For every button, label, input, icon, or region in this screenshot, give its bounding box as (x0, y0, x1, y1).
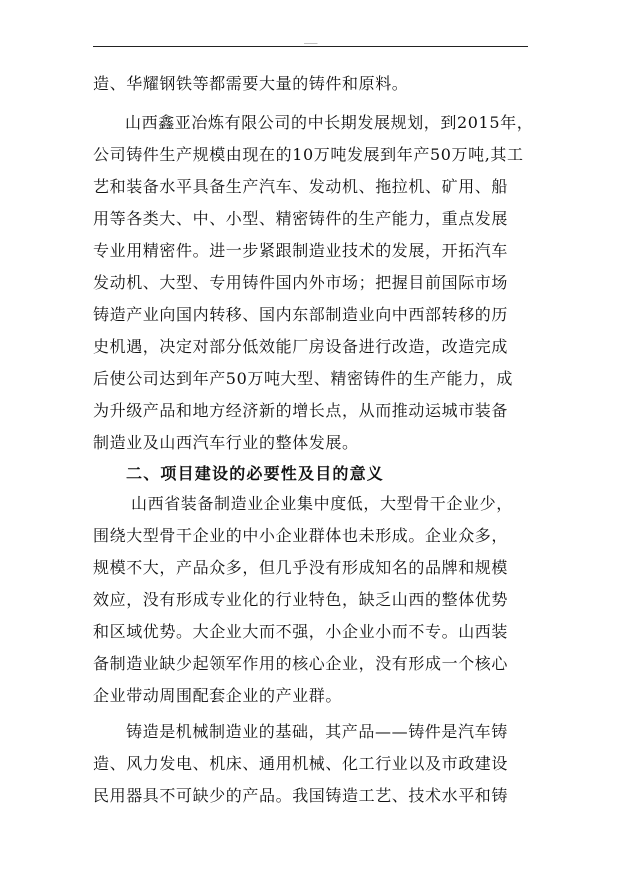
text-line: 发动机、大型、专用铸件国内外市场；把握目前国际市场 (93, 273, 509, 292)
text-line: 为升级产品和地方经济新的增长点，从而推动运城市装备 (93, 401, 509, 420)
text-line: 效应，没有形成专业化的行业特色，缺乏山西的整体优势 (93, 590, 509, 609)
text-line: 公司铸件生产规模由现在的10万吨发展到年产50万吨,其工 (93, 145, 524, 164)
text-line: 用等各类大、中、小型、精密铸件的生产能力，重点发展 (93, 209, 509, 228)
text-line: 规模不大，产品众多，但几乎没有形成知名的品牌和规模 (93, 558, 509, 577)
text-line: 备制造业缺少起领军作用的核心企业，没有形成一个核心 (93, 654, 509, 673)
text-line: 制造业及山西汽车行业的整体发展。 (93, 433, 359, 452)
text-line: 企业带动周围配套企业的产业群。 (93, 686, 343, 705)
text-line: 铸造产业向国内转移、国内东部制造业向中西部转移的历 (93, 305, 509, 324)
text-line: 围绕大型骨干企业的中小企业群体也未形成。企业众多， (93, 526, 509, 545)
text-line: 造、风力发电、机床、通用机械、化工行业以及市政建设 (93, 754, 509, 773)
text-line: 专业用精密件。进一步紧跟制造业技术的发展，开拓汽车 (93, 241, 509, 260)
text-line: 造、华耀钢铁等都需要大量的铸件和原料。 (93, 74, 409, 93)
text-line: 山西省装备制造业企业集中度低，大型骨干企业少， (131, 494, 513, 513)
text-line: 后使公司达到年产50万吨大型、精密铸件的生产能力，成 (93, 369, 513, 388)
section-heading: 二、项目建设的必要性及目的意义 (126, 464, 385, 483)
text-line: 民用器具不可缺少的产品。我国铸造工艺、技术水平和铸 (93, 786, 509, 805)
text-line: 山西鑫亚冶炼有限公司的中长期发展规划，到2015年， (125, 113, 534, 132)
header-rule (93, 46, 528, 47)
text-line: 铸造是机械制造业的基础，其产品——铸件是汽车铸 (126, 722, 508, 741)
text-line: 史机遇，决定对部分低效能厂房设备进行改造，改造完成 (93, 337, 509, 356)
text-line: 艺和装备水平具备生产汽车、发动机、拖拉机、矿用、船 (93, 177, 509, 196)
header-mark: ___ (304, 34, 318, 44)
text-line: 和区域优势。大企业大而不强，小企业小而不专。山西装 (93, 622, 509, 641)
